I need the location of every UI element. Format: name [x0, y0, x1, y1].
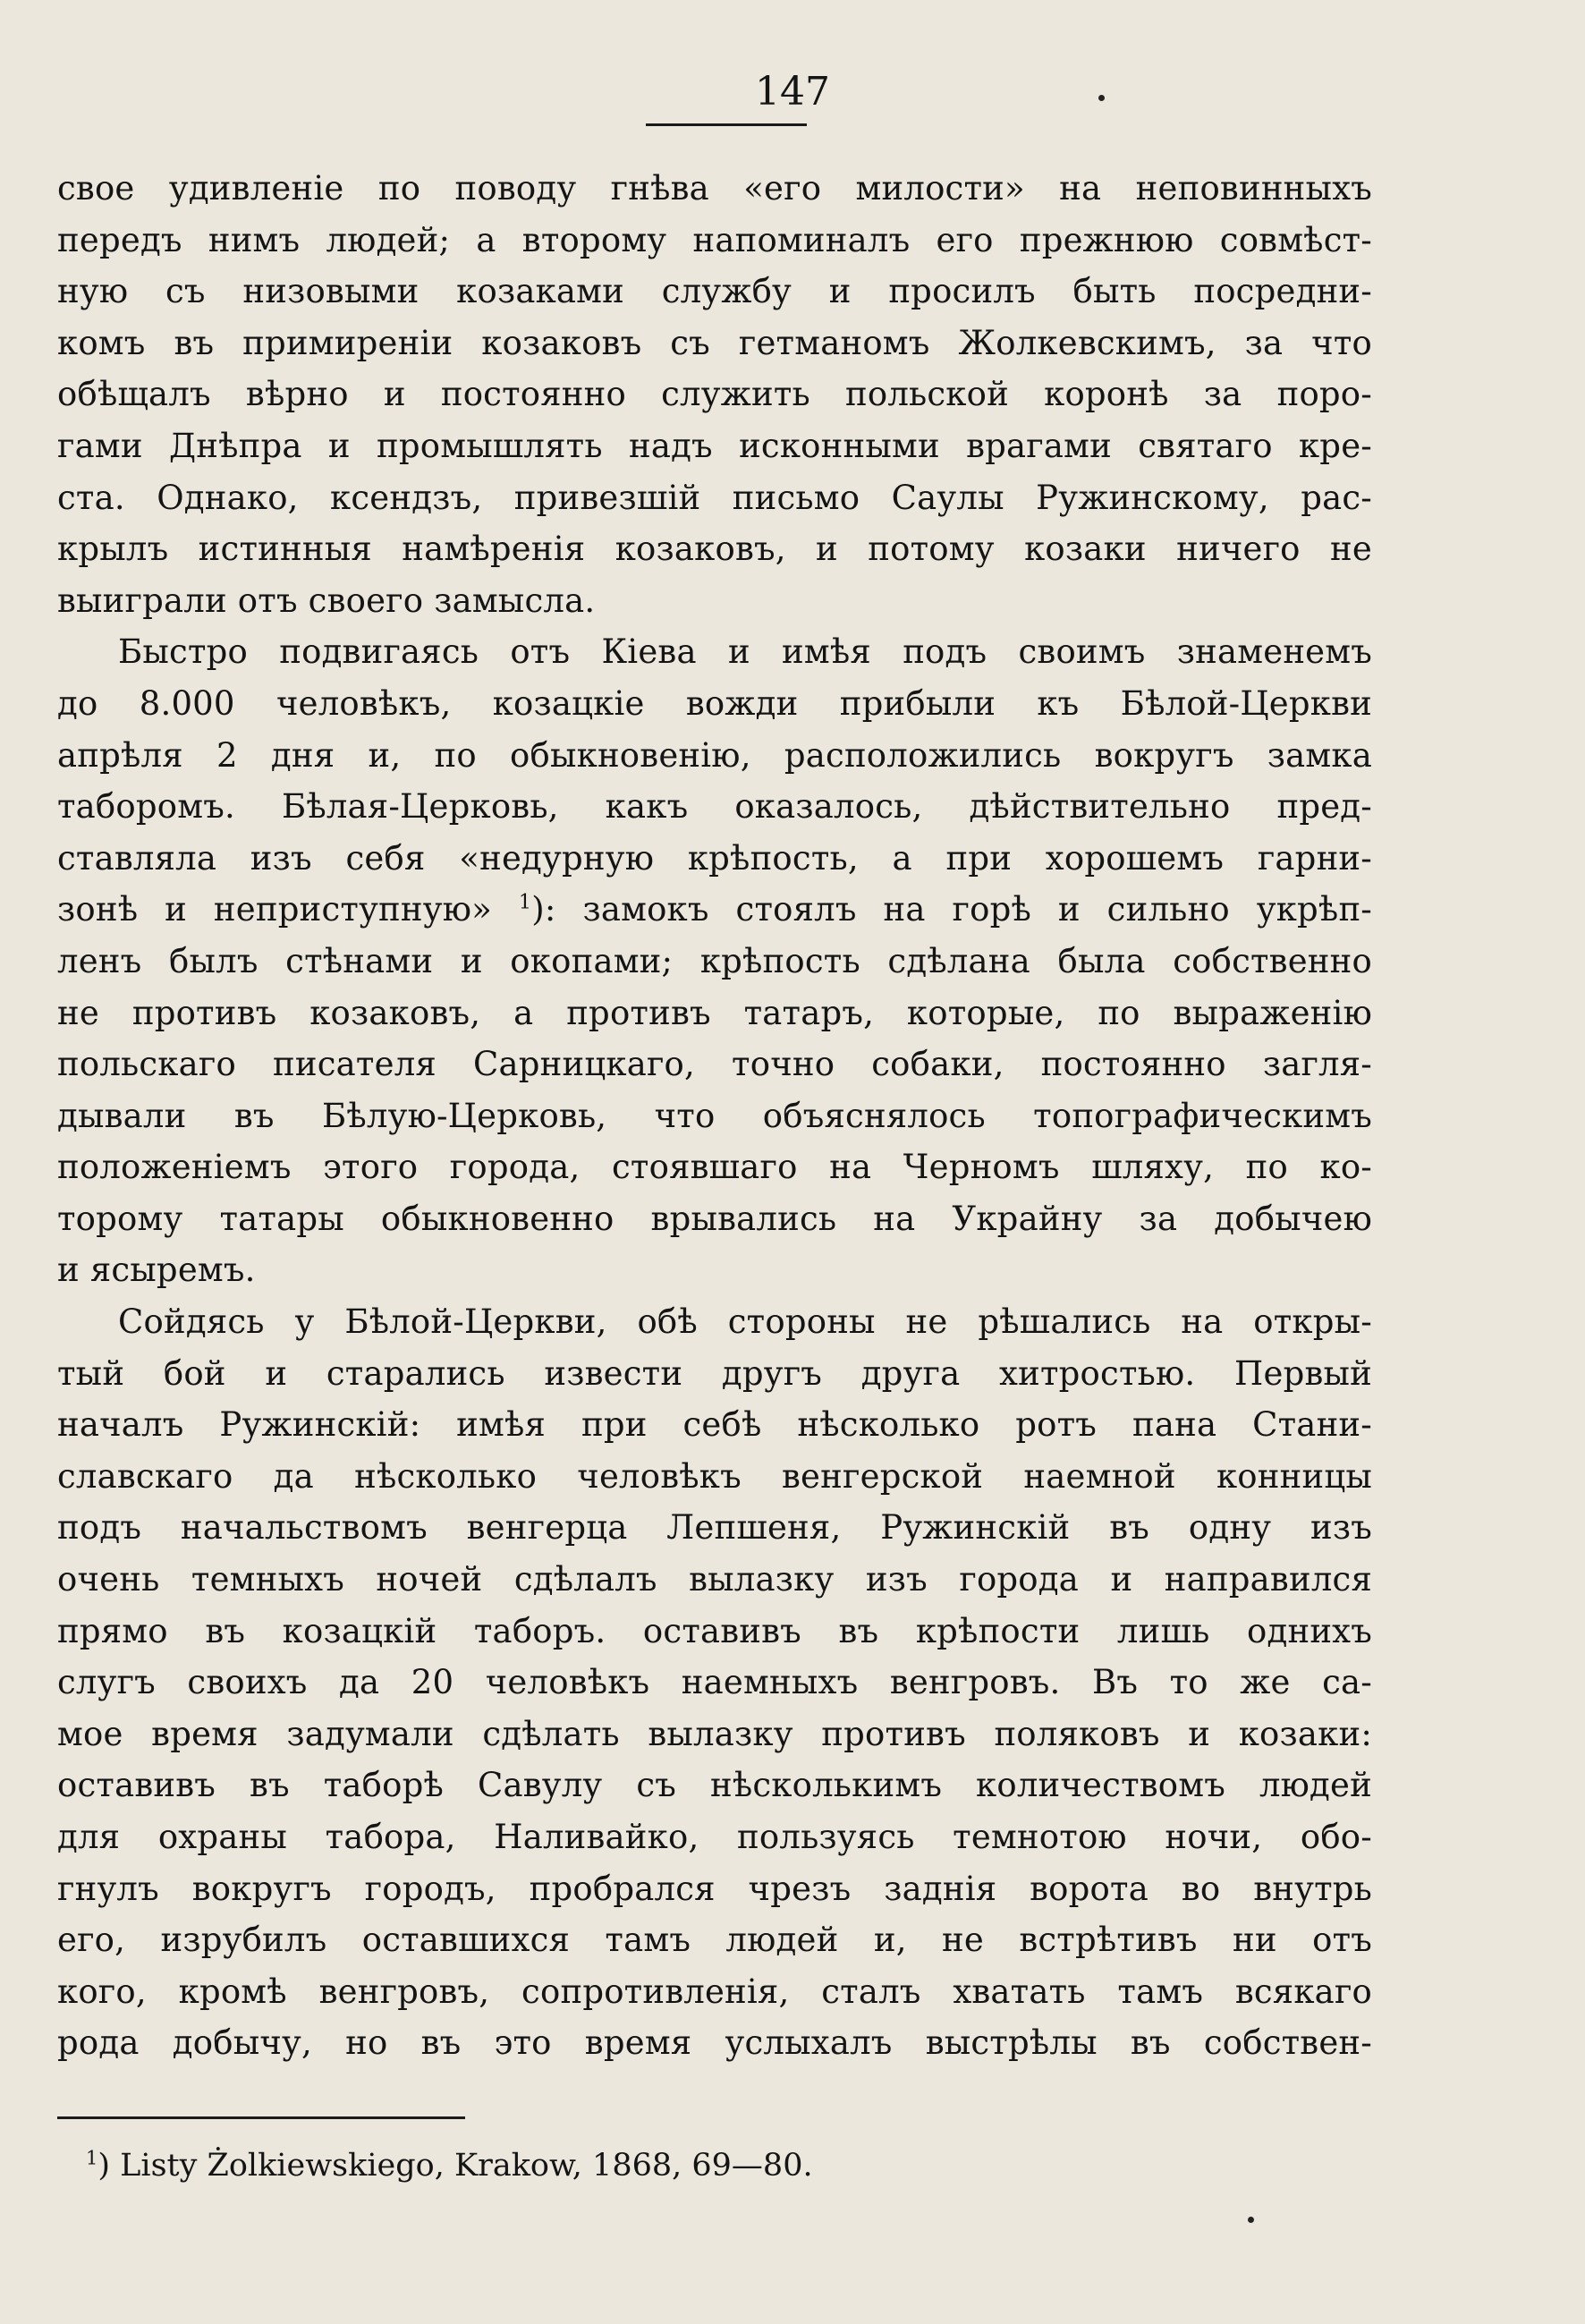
- text-line: гнулъ вокругъ городъ, пробрался чрезъ заднія ворота во внутрь: [57, 1869, 1372, 1908]
- text-line: началъ Ружинскій: имѣя при себѣ нѣсколько ротъ пана Стани-: [57, 1405, 1372, 1445]
- text-line-with-note: [57, 884, 1372, 936]
- body-text: [57, 163, 1372, 2069]
- text-line: ста. Однако, ксендзъ, привезшій письмо Саулы Ружинскому, рас-: [57, 478, 1372, 517]
- text-line: слугъ своихъ да 20 человѣкъ наемныхъ венгровъ. Въ то же са-: [57, 1663, 1372, 1702]
- text-line: ную съ низовыми козаками службу и просилъ быть посредни-: [57, 272, 1372, 311]
- text-line: таборомъ. Бѣлая-Церковь, какъ оказалось, дѣйствительно пред-: [57, 787, 1372, 827]
- text-line: рода добычу, но въ это время услыхалъ выстрѣлы въ собствен-: [57, 2023, 1372, 2063]
- footnote: [86, 2143, 1159, 2188]
- text-line: тый бой и старались извести другъ друга хитростью. Первый: [57, 1353, 1372, 1393]
- text-line: комъ въ примиреніи козаковъ съ гетманомъ Жолкевскимъ, за что: [57, 323, 1372, 362]
- text-line: славскаго да нѣсколько человѣкъ венгерской наемной конницы: [57, 1456, 1372, 1496]
- text-line: гами Днѣпра и промышлять надъ исконными врагами святаго кре-: [57, 426, 1372, 465]
- text-line: его, изрубилъ оставшихся тамъ людей и, не встрѣтивъ ни отъ: [57, 1921, 1372, 1960]
- text-line: свое удивленіе по поводу гнѣва «его милости» на неповинныхъ: [57, 169, 1372, 208]
- text-line: и ясыремъ.: [57, 1251, 256, 1290]
- print-speck: [1098, 95, 1105, 101]
- footnote-rule: [57, 2116, 465, 2119]
- text-line: ставляла изъ себя «недурную крѣпость, а при хорошемъ гарни-: [57, 838, 1372, 878]
- footnote-text: ) Listy Żolkiewskiego, Krakow, 1868, 69—80.: [97, 2148, 813, 2184]
- text-line: прямо въ козацкій таборъ. оставивъ въ крѣпости лишь однихъ: [57, 1611, 1372, 1650]
- text-line: торому татары обыкновенно врывались на Украйну за добычею: [57, 1199, 1372, 1238]
- page-number: 147: [755, 69, 830, 115]
- text-line: обѣщалъ вѣрно и постоянно служить польской коронѣ за поро-: [57, 375, 1372, 414]
- text-line: дывали въ Бѣлую-Церковь, что объяснялось топографическимъ: [57, 1096, 1372, 1135]
- print-speck: [1248, 2217, 1254, 2223]
- text-line: до 8.000 человѣкъ, козацкіе вожди прибыли къ Бѣлой-Церкви: [57, 683, 1372, 723]
- text-line: для охраны табора, Наливайко, пользуясь темнотою ночи, обо-: [57, 1818, 1372, 1856]
- text-line: положеніемъ этого города, стоявшаго на Черномъ шляху, по ко-: [57, 1148, 1372, 1187]
- text-line: очень темныхъ ночей сдѣлалъ вылазку изъ города и направился: [57, 1560, 1372, 1599]
- text-line: выиграли отъ своего замысла.: [57, 581, 596, 620]
- text-fragment: ): замокъ стоялъ на горѣ и сильно укрѣп-: [531, 890, 1372, 929]
- text-line: польскаго писателя Сарницкаго, точно собаки, постоянно загля-: [57, 1045, 1372, 1084]
- text-line: передъ нимъ людей; а второму напоминалъ его прежнюю совмѣст-: [57, 220, 1372, 259]
- text-line: мое время задумали сдѣлать вылазку противъ поляковъ и козаки:: [57, 1714, 1372, 1753]
- text-line: кого, кромѣ венгровъ, сопротивленія, сталъ хватать тамъ всякаго: [57, 1972, 1372, 2011]
- text-line: подъ начальствомъ венгерца Лепшеня, Ружинскій въ одну изъ: [57, 1508, 1372, 1548]
- page-number-rule: [646, 123, 807, 126]
- text-line: крылъ истинныя намѣренія козаковъ, и потому козаки ничего не: [57, 530, 1372, 569]
- text-fragment: зонѣ и неприступную»: [57, 890, 492, 929]
- text-line: апрѣля 2 дня и, по обыкновенію, расположились вокругъ замка: [57, 735, 1372, 775]
- text-line: ленъ былъ стѣнами и окопами; крѣпость сдѣлана была собственно: [57, 941, 1372, 980]
- text-line: Быстро подвигаясь отъ Кіева и имѣя подъ своимъ знаменемъ: [118, 632, 1372, 672]
- text-line: оставивъ въ таборѣ Савулу съ нѣсколькимъ количествомъ людей: [57, 1766, 1372, 1805]
- footnote-reference: 1: [518, 890, 532, 914]
- text-line: не противъ козаковъ, а противъ татаръ, которые, по выраженію: [57, 993, 1372, 1032]
- footnote-marker: 1: [86, 2147, 98, 2169]
- text-line: Сойдясь у Бѣлой-Церкви, обѣ стороны не рѣшались на откры-: [118, 1302, 1372, 1342]
